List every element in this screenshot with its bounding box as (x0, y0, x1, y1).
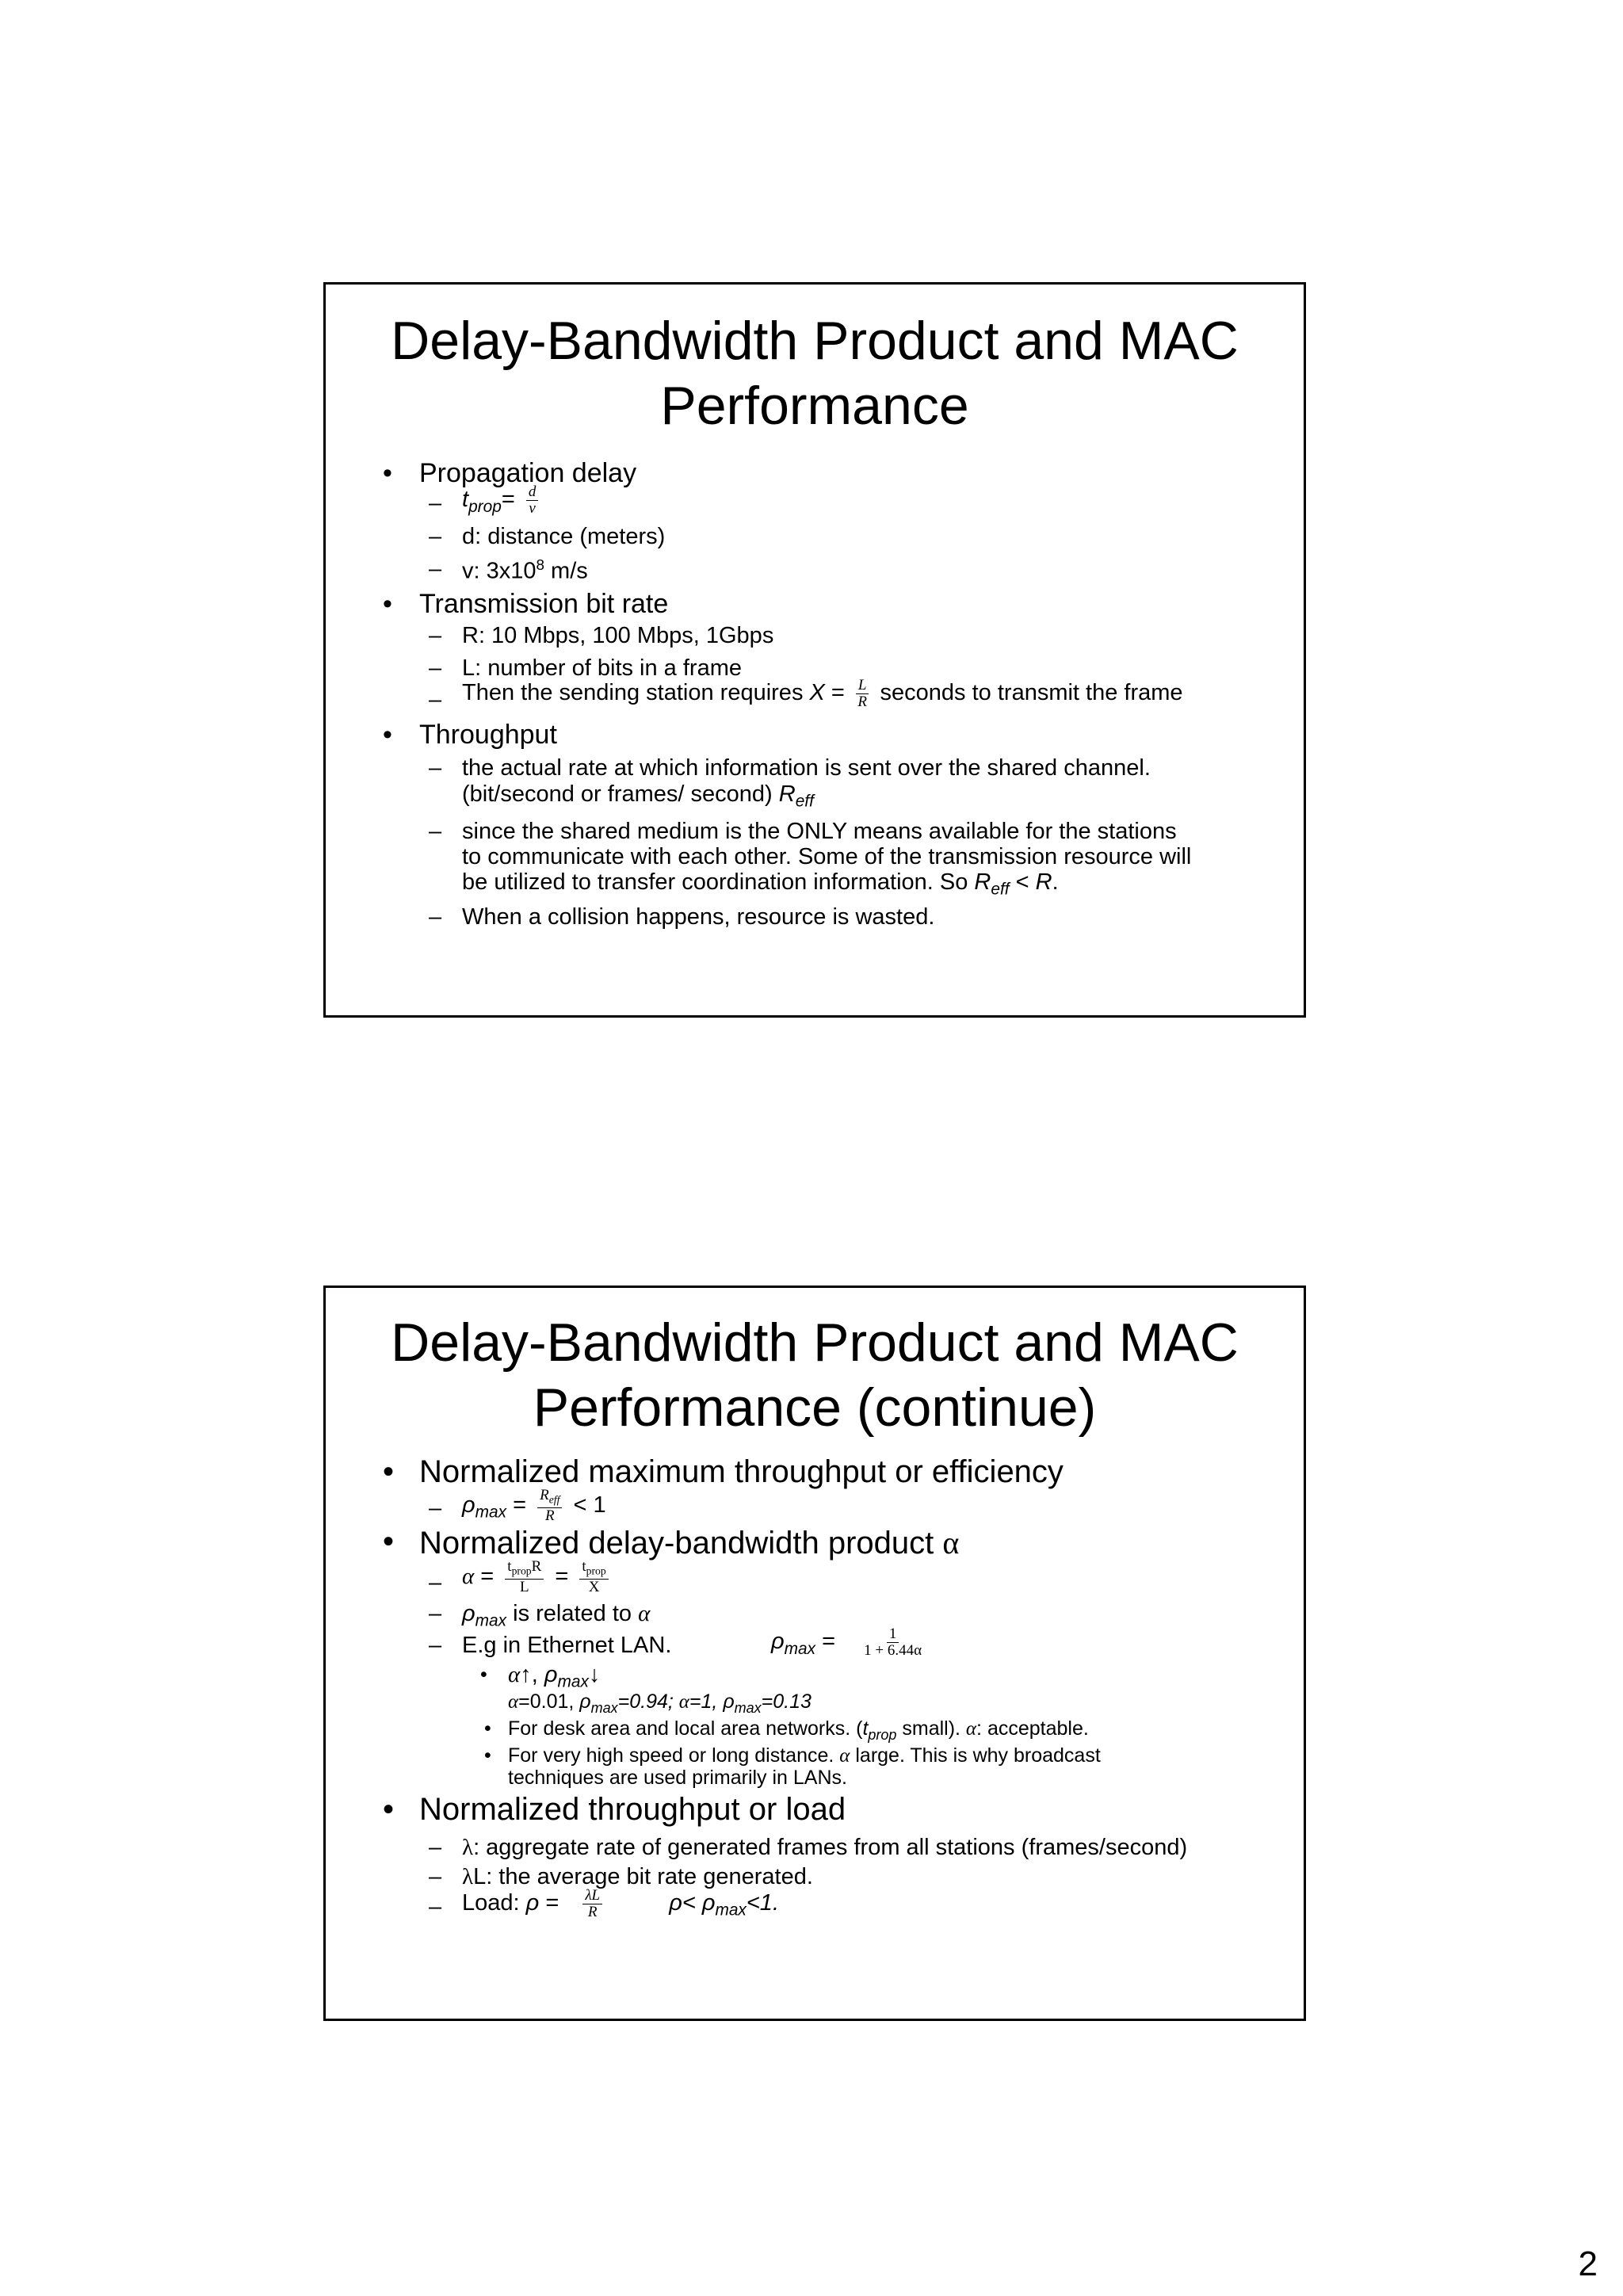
dash: – (429, 1835, 442, 1860)
then-pre: Then the sending station requires (462, 680, 810, 706)
lambda: λ (462, 1835, 474, 1860)
a-num1-t: t (507, 1558, 512, 1575)
max-sub: max (557, 1672, 589, 1691)
dash: – (429, 687, 442, 712)
shared-line2: to communicate with each other. Some of the transmission resource will (462, 844, 1192, 869)
dash: – (429, 623, 442, 648)
rho-max-formula (462, 1488, 606, 1523)
rho: ρ (462, 1601, 475, 1626)
bullet-norm-load-text: Normalized throughput or load (419, 1792, 846, 1827)
v-post: m/s (544, 558, 588, 584)
bullet-propagation-delay: • (383, 458, 392, 488)
bullet-transmission-text: Transmission bit rate (419, 589, 669, 619)
shared-reff-sub: eff (991, 880, 1010, 899)
alpha: α (462, 1563, 475, 1589)
bullet-norm-delay: • (383, 1524, 395, 1559)
alpha-eq2: = (555, 1563, 569, 1589)
lambda-desc: : aggregate rate of generated frames from all stations (frames/second) (473, 1835, 1188, 1860)
dash: – (429, 1864, 442, 1889)
bullet-throughput-text: Throughput (419, 720, 557, 750)
bullet-norm-max-text: Normalized maximum throughput or efficiency (419, 1454, 1064, 1489)
load-den: R (587, 1904, 598, 1920)
alpha-fraction-1 (505, 1560, 544, 1595)
desk-t: t (862, 1717, 869, 1740)
dash: – (429, 755, 442, 781)
v-pre: v: 3x10 (462, 558, 537, 584)
max-sub: max (475, 1503, 507, 1522)
d-distance-text: d: distance (meters) (462, 524, 666, 549)
bullet-norm-load: • (383, 1792, 395, 1827)
rho-eq: = (506, 1492, 527, 1518)
ex-a2: =1, (689, 1690, 724, 1713)
slide-1-title (326, 308, 1304, 438)
norm-delay-text: Normalized delay-bandwidth product (419, 1526, 934, 1561)
dash: – (429, 556, 442, 582)
actual-rate-line2 (462, 781, 814, 812)
slide-2-title-line1: Delay-Bandwidth Product and MAC (391, 1312, 1239, 1373)
rho-max-den: R (544, 1507, 555, 1525)
alpha: α (508, 1662, 521, 1687)
load-eq: = (539, 1890, 559, 1916)
arrow-down-icon: ↓ (588, 1662, 601, 1687)
alpha-formula (462, 1560, 613, 1595)
slide-2 (323, 1286, 1306, 2021)
dash: – (429, 1894, 442, 1920)
ex-r1: =0.94; (617, 1690, 679, 1713)
max-sub: max (784, 1639, 816, 1658)
dash: – (429, 1633, 442, 1658)
dash: – (429, 1601, 442, 1626)
dash: – (429, 1496, 442, 1521)
max-sub: max (475, 1611, 507, 1630)
tprop-den: v (529, 500, 536, 517)
bullet-transmission: • (383, 589, 392, 619)
rho: ρ (544, 1662, 558, 1687)
alpha-den-2: X (588, 1579, 600, 1596)
comma: , (531, 1662, 544, 1687)
sub-bullet: • (480, 1664, 487, 1686)
ethernet-fraction (864, 1627, 922, 1658)
rho-max-fraction (537, 1488, 562, 1523)
v-speed-text (462, 556, 588, 584)
high-pre: For very high speed or long distance. (508, 1744, 840, 1767)
load-end: <1. (746, 1890, 779, 1916)
shared-line3 (462, 869, 1059, 900)
alpha-rho-relation (508, 1662, 600, 1692)
shared-line3-pre: be utilized to transfer coordination information. So (462, 869, 975, 895)
shared-lt: < (1009, 869, 1036, 895)
slide-1-title-line1: Delay-Bandwidth Product and MAC (391, 311, 1239, 371)
reff-sub: eff (795, 792, 814, 811)
then-num: L (856, 678, 869, 694)
tprop-fraction (526, 485, 539, 516)
load-fraction (582, 1889, 602, 1920)
rho: ρ (723, 1690, 735, 1713)
load-num: λL (582, 1889, 602, 1904)
desk-post: small). (896, 1717, 966, 1740)
tprop-eq: = (501, 487, 515, 513)
slide-2-title (326, 1310, 1304, 1440)
high-speed-text (508, 1744, 1101, 1767)
slide-1 (323, 282, 1306, 1018)
alpha: α (638, 1601, 651, 1626)
load-pre: Load: (462, 1890, 526, 1916)
lambda-l-text (462, 1864, 813, 1890)
dash: – (429, 1570, 442, 1595)
alpha: α (839, 1745, 850, 1767)
load-rho-lt (669, 1890, 779, 1920)
eth-den: 1 + 6.44α (864, 1642, 922, 1659)
sub-bullet: • (484, 1717, 491, 1740)
load-formula (462, 1889, 779, 1920)
page-number: 2 (1578, 2244, 1598, 2283)
desk-tail: : acceptable. (976, 1717, 1089, 1740)
dash: – (429, 524, 442, 549)
rho: ρ (669, 1890, 682, 1916)
l-bits-text: L: number of bits in a frame (462, 655, 742, 681)
rho: ρ (771, 1629, 785, 1655)
max-sub: max (734, 1699, 762, 1716)
then-sending-text (462, 678, 1183, 709)
eg-ethernet-text: E.g in Ethernet LAN. (462, 1633, 672, 1658)
actual-rate-line1: the actual rate at which information is sent over the shared channel. (462, 755, 1151, 781)
lambda-aggregate-text (462, 1835, 1187, 1861)
rho: ρ (462, 1492, 475, 1518)
tprop-num: d (526, 485, 539, 501)
tprop-formula (462, 485, 543, 517)
then-den: R (857, 693, 867, 710)
dash: – (429, 491, 442, 516)
bullet-throughput: • (383, 720, 392, 750)
slide-2-title-line2: Performance (continue) (533, 1377, 1097, 1438)
related-text: is related to (506, 1601, 639, 1626)
rho: ρ (579, 1690, 591, 1713)
a-num2-sub: prop (586, 1564, 606, 1577)
reff-r: R (778, 781, 796, 807)
alpha: α (508, 1691, 519, 1713)
rho-related-text (462, 1601, 650, 1631)
lambda: λ (462, 1864, 474, 1889)
a-num2-t: t (582, 1558, 586, 1575)
max-sub: max (715, 1901, 747, 1920)
then-fraction (856, 678, 869, 709)
alpha-den-1: L (520, 1579, 529, 1596)
tprop-sub: prop (468, 497, 502, 516)
desk-sub: prop (868, 1726, 897, 1743)
alpha-fraction-2 (579, 1560, 608, 1595)
tprop-t: t (462, 487, 469, 513)
then-x: X (809, 680, 825, 706)
a-num1-post: R (531, 1558, 542, 1575)
dash: – (429, 819, 442, 844)
desk-area-text (508, 1717, 1089, 1744)
alpha: α (678, 1691, 689, 1713)
bullet-propagation-delay-text: Propagation delay (419, 458, 637, 488)
rmax-num-sub: eff (548, 1493, 560, 1506)
shared-reff-r: R (974, 869, 991, 895)
actual-line2-pre: (bit/second or frames/ second) (462, 781, 779, 807)
arrow-up-icon: ↑ (520, 1662, 532, 1687)
rho: ρ (701, 1890, 716, 1916)
dash: – (429, 904, 442, 930)
alpha-examples (508, 1690, 812, 1717)
shared-r: R (1035, 869, 1052, 895)
v-sup: 8 (536, 556, 544, 573)
alpha-symbol: α (942, 1525, 960, 1561)
shared-line1: since the shared medium is the ONLY means available for the stations (462, 819, 1177, 844)
eth-num: 1 (887, 1627, 899, 1643)
desk-pre: For desk area and local area networks. ( (508, 1717, 863, 1740)
ethernet-rho-formula (771, 1627, 926, 1659)
alpha: α (965, 1718, 977, 1740)
bullet-norm-max: • (383, 1454, 395, 1489)
shared-dot: . (1052, 869, 1059, 895)
rmax-num-r: R (540, 1487, 549, 1503)
high-post: large. This is why broadcast (850, 1744, 1101, 1767)
sub-bullet: • (484, 1744, 491, 1767)
high-speed-line2: techniques are used primarily in LANs. (508, 1767, 847, 1789)
a-num1-sub: prop (511, 1564, 532, 1577)
bullet-norm-delay-text (419, 1524, 959, 1561)
then-post: seconds to transmit the frame (880, 680, 1183, 706)
then-eq: = (824, 680, 845, 706)
rho-max-num (537, 1488, 562, 1508)
eth-eq: = (815, 1629, 836, 1655)
ex-a1: =0.01, (518, 1690, 580, 1713)
load-lt: < (682, 1890, 702, 1916)
rho: ρ (525, 1890, 540, 1916)
slide-1-title-line2: Performance (660, 376, 969, 436)
rho-lt1: < 1 (573, 1492, 606, 1518)
alpha-num-1 (505, 1560, 544, 1580)
r-rates-text: R: 10 Mbps, 100 Mbps, 1Gbps (462, 623, 774, 648)
max-sub: max (590, 1699, 618, 1716)
dash: – (429, 655, 442, 681)
collision-text: When a collision happens, resource is wasted. (462, 904, 935, 930)
alpha-num-2 (579, 1560, 608, 1580)
ex-r2: =0.13 (761, 1690, 812, 1713)
alpha-eq: = (474, 1563, 495, 1589)
lambda-l: L: the average bit rate generated. (473, 1864, 813, 1889)
